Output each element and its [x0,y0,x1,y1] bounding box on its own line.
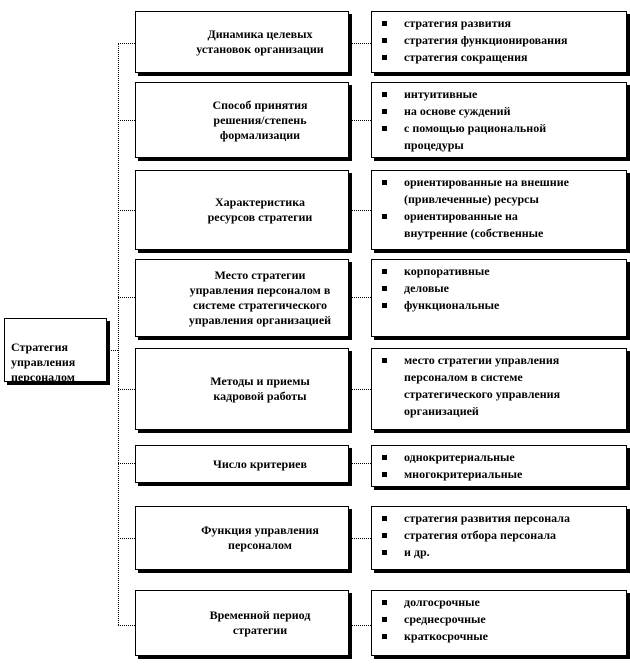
items-box-1 [371,11,627,73]
root-label: Стратегия управления персоналом [11,340,76,384]
category-label-4: Место стратегии управления персоналом в системе стратегического управления организацией [188,268,332,327]
link-line-7 [349,538,371,539]
items-box-5 [371,348,627,430]
branch-line-7 [118,538,135,539]
items-box-4 [371,259,627,337]
list-item: многокритериальные [380,466,620,483]
list-item: функциональные [380,297,620,314]
category-box-5 [135,348,349,430]
category-label-1: Динамика целевых установок организации [196,27,324,56]
category-label-8: Временной период стратегии [209,608,311,637]
link-line-8 [349,625,371,626]
list-item: ориентированные на внутренние (собственные [380,208,620,242]
branch-line-1 [118,43,135,44]
list-item: интуитивные [380,86,620,103]
category-label-2: Способ принятия решения/степень формализации [212,97,308,142]
root-box [4,318,107,382]
list-item: стратегия отбора персонала [380,527,620,544]
list-item: с помощью рациональной процедуры [380,120,620,154]
category-label-7: Функция управления персоналом [201,523,319,552]
list-item: стратегия развития [380,15,620,32]
list-item: среднесрочные [380,611,620,628]
list-item: деловые [380,280,620,297]
category-label-5: Методы и приемы кадровой работы [210,374,310,403]
category-box-3 [135,170,349,250]
link-line-3 [349,210,371,211]
branch-line-2 [118,120,135,121]
list-item: стратегия сокращения [380,49,620,66]
list-item: краткосрочные [380,628,620,645]
category-box-2 [135,82,349,158]
list-item: долгосрочные [380,594,620,611]
list-item: стратегия функционирования [380,32,620,49]
list-item: однокритериальные [380,449,620,466]
category-box-1 [135,11,349,73]
items-box-8 [371,590,627,656]
items-box-2 [371,82,627,158]
link-line-4 [349,297,371,298]
category-label-6: Число критериев [213,456,307,471]
branch-line-8 [118,625,135,626]
list-item: стратегия развития персонала [380,510,620,527]
list-item: и др. [380,544,620,561]
branch-line-4 [118,297,135,298]
category-label-3: Характеристика ресурсов стратегии [207,195,313,224]
branch-line-6 [118,463,135,464]
items-box-6 [371,445,627,487]
list-item: место стратегии управления персоналом в системе стратегического управления организацией [380,352,620,420]
category-box-4 [135,259,349,337]
link-line-1 [349,43,371,44]
list-item: на основе суждений [380,103,620,120]
items-box-3 [371,170,627,250]
link-line-6 [349,463,371,464]
branch-line-5 [118,389,135,390]
category-box-7 [135,506,349,570]
list-item: ориентированные на внешние (привлеченные) ресурсы [380,174,620,208]
category-box-8 [135,590,349,656]
category-box-6 [135,445,349,483]
link-line-2 [349,120,371,121]
branch-line-3 [118,210,135,211]
link-line-5 [349,389,371,390]
list-item: корпоративные [380,263,620,280]
root-connector [107,350,118,351]
items-box-7 [371,506,627,570]
